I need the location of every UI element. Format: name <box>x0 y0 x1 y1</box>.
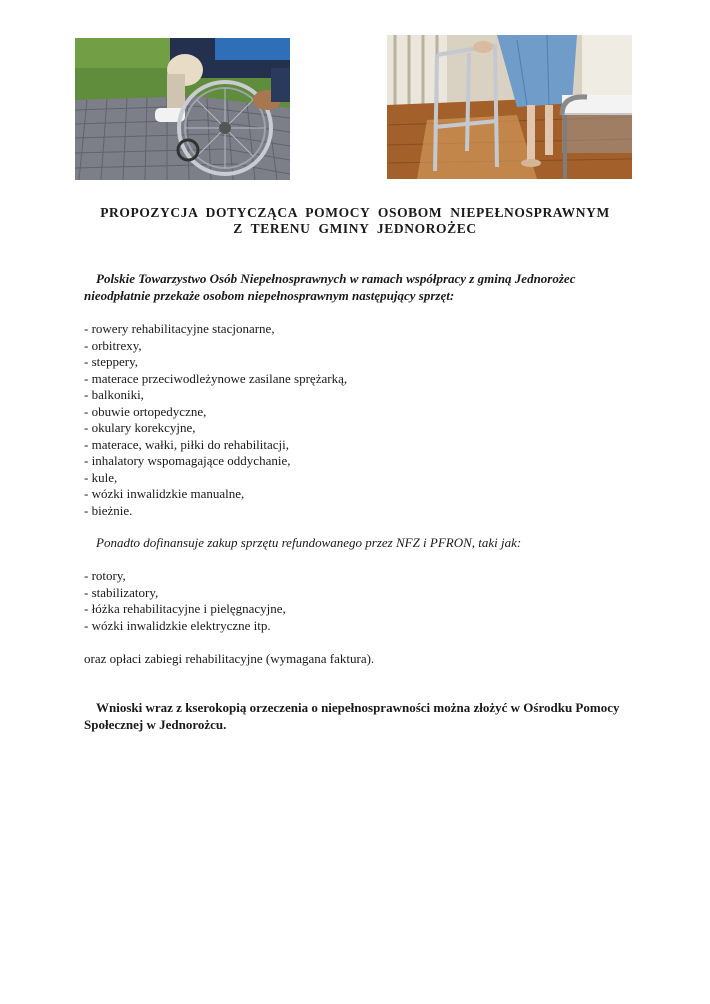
walker-photo <box>387 35 632 179</box>
cofinance-list <box>84 568 604 634</box>
list-item: - rowery rehabilitacyjne stacjonarne, <box>84 321 275 336</box>
wheelchair-photo <box>75 38 290 180</box>
closing-line: oraz opłaci zabiegi rehabilitacyjne (wymagana faktura). <box>84 651 375 666</box>
list-item: - steppery, <box>84 354 139 369</box>
list-item: - materace, wałki, piłki do rehabilitacji, <box>84 436 290 452</box>
list-item: - materace przeciwodleżynowe zasilane sprężarką, <box>84 370 348 386</box>
title-line-2: Z TERENU GMINY JEDNOROŻEC <box>233 221 477 236</box>
cofinance-intro: Ponadto dofinansuje zakup sprzętu refundowanego przez NFZ i PFRON, taki jak: <box>96 535 522 550</box>
list-item: - wózki inwalidzkie elektryczne itp. <box>84 617 271 633</box>
notice-text: Wnioski wraz z kserokopią orzeczenia o niepełnosprawności można złożyć w Ośrodku Pomocy Społecznej w Jednorożcu. <box>84 700 620 732</box>
list-item: - balkoniki, <box>84 387 144 402</box>
intro-paragraph <box>84 270 639 304</box>
title-line-1: PROPOZYCJA DOTYCZĄCA POMOCY OSOBOM NIEPEŁNOSPRAWNYM <box>100 205 610 220</box>
list-item: - rotory, <box>84 568 126 583</box>
list-item: - stabilizatory, <box>84 584 159 600</box>
list-item: - orbitrexy, <box>84 337 142 353</box>
list-item: - łóżka rehabilitacyjne i pielęgnacyjne, <box>84 601 286 616</box>
list-item: - bieżnie. <box>84 502 133 518</box>
intro-text: Polskie Towarzystwo Osób Niepełnosprawnych w ramach współpracy z gminą Jednorożec nieodpłatnie przekaże osobom niepełnosprawnym następujący sprzęt: <box>84 271 576 303</box>
equipment-list <box>84 321 604 519</box>
list-item: - inhalatory wspomagające oddychanie, <box>84 453 291 468</box>
list-item: - kule, <box>84 469 118 485</box>
list-item: - wózki inwalidzkie manualne, <box>84 486 245 501</box>
list-item: - okulary korekcyjne, <box>84 420 196 435</box>
list-item: - obuwie ortopedyczne, <box>84 403 207 419</box>
application-notice <box>84 699 629 733</box>
